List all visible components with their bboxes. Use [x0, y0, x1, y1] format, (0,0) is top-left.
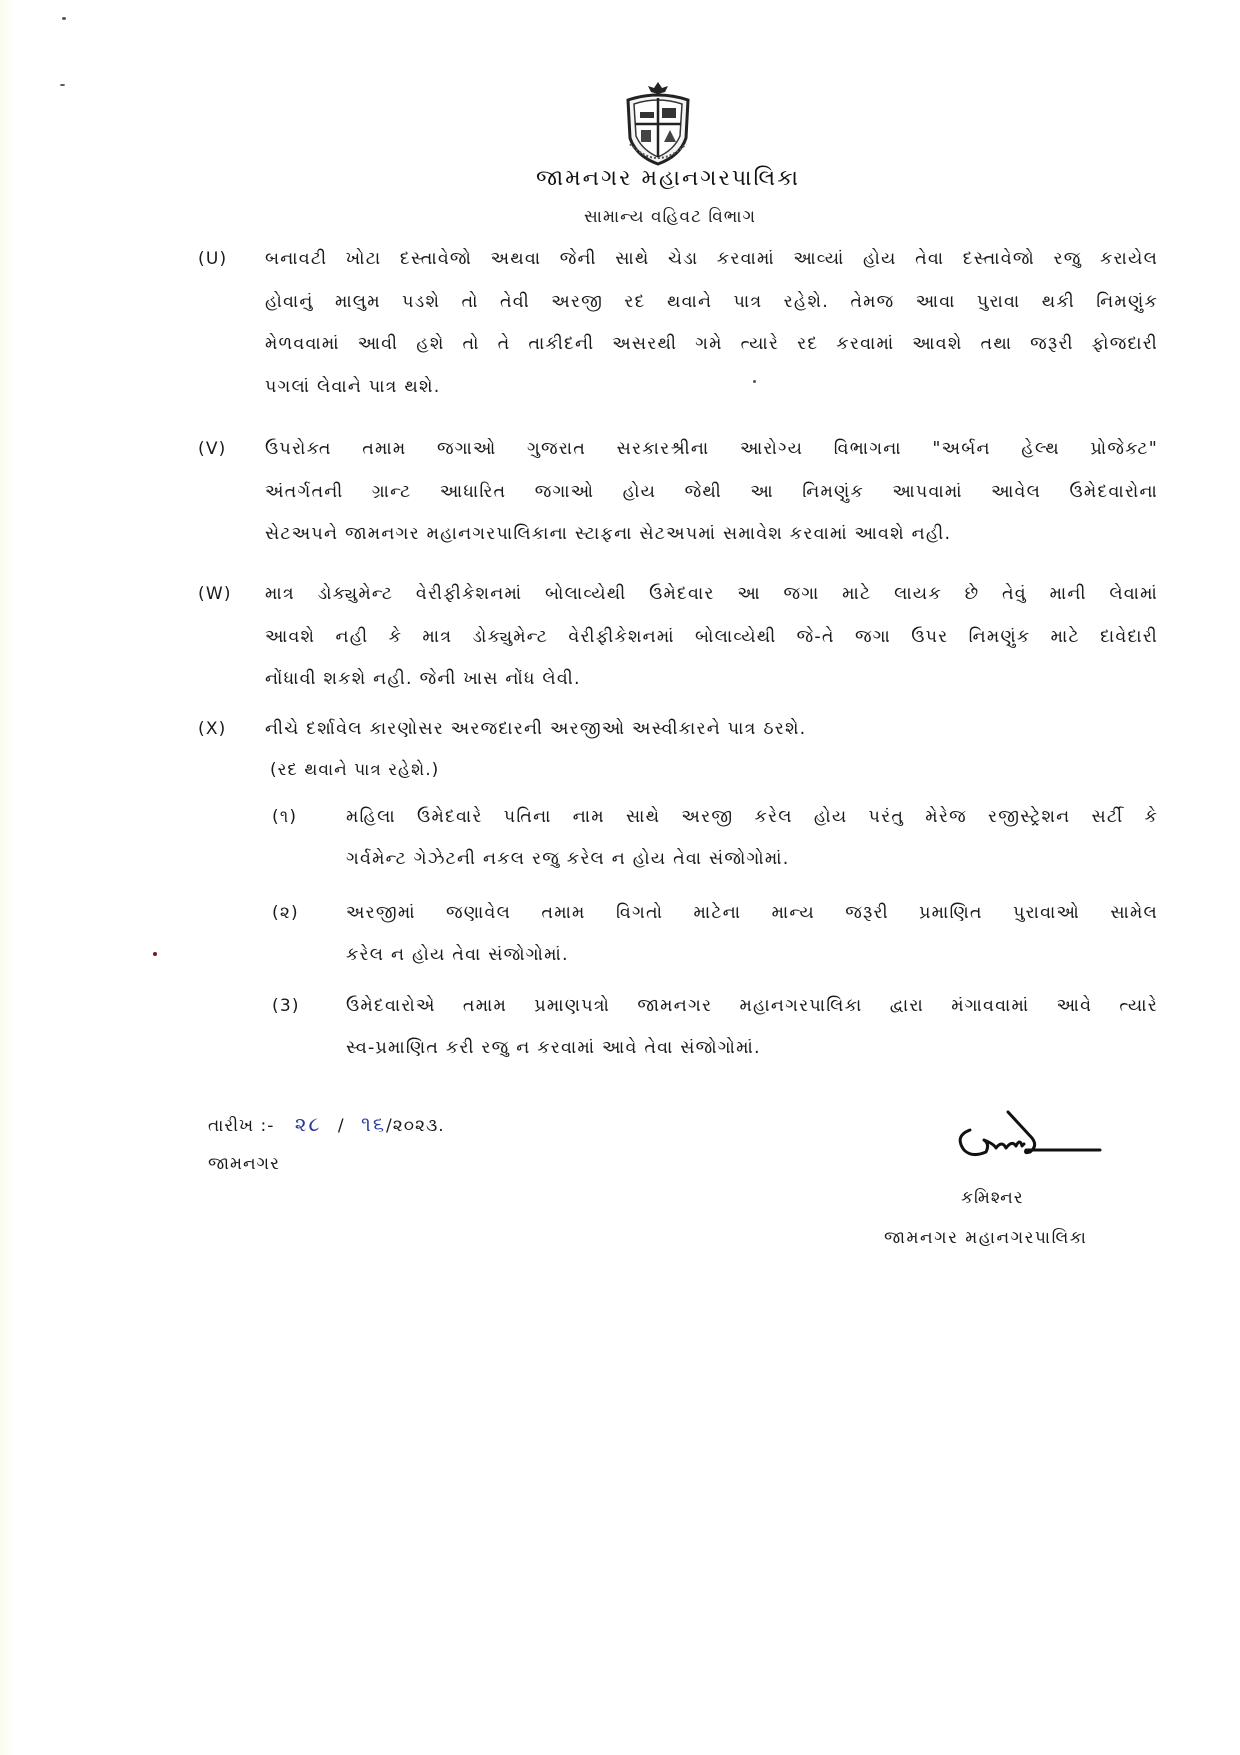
clause-x — [198, 708, 1158, 751]
subclause-1 — [272, 796, 1158, 880]
clause-body — [265, 428, 1158, 556]
subclause-marker: (૨) — [272, 903, 299, 923]
municipal-emblem-icon — [620, 80, 696, 168]
scan-speck — [60, 84, 65, 86]
date-day: ૨૮ — [294, 1112, 322, 1136]
clause-line: માત્ર ડોક્યુમેન્ટ વેરીફીકેશનમાં બોલાવ્યેથી ઉમેદવાર આ જગા માટે લાયક છે તેવું માની લેવામાં — [265, 584, 1158, 604]
clause-line: નીચે દર્શાવેલ કારણોસર અરજદારની અરજીઓ અસ્વીકારને પાત્ર ઠરશે. — [265, 719, 807, 739]
signature-icon — [950, 1100, 1110, 1170]
clause-line: અંતર્ગતની ગ્રાન્ટ આધારિત જગાઓ હોય જેથી આ નિમણુંક આપવામાં આવેલ ઉમેદવારોના — [265, 481, 1158, 502]
subclause-body — [346, 985, 1158, 1069]
scan-speck — [153, 952, 157, 956]
clause-line: મેળવવામાં આવી હશે તો તે તાકીદની અસરથી ગમે ત્યારે રદ કરવામાં આવશે તથા જરૂરી ફોજદારી — [265, 334, 1158, 354]
subclause-3 — [272, 985, 1158, 1069]
clause-marker: (V) — [198, 439, 227, 459]
subclause-line: સ્વ-પ્રમાણિત કરી રજુ ન કરવામાં આવે તેવા સંજોગોમાં. — [346, 1038, 761, 1058]
place: જામનગર — [208, 1154, 280, 1174]
clause-body — [265, 708, 1158, 751]
subclause-marker: (3) — [272, 996, 300, 1016]
subclause-2 — [272, 892, 1158, 976]
date-month: ૧૬ — [361, 1112, 387, 1136]
clause-marker: (W) — [198, 584, 232, 604]
department-title: સામાન્ય વહિવટ વિભાગ — [584, 207, 756, 227]
scan-speck — [753, 380, 756, 383]
clause-v — [198, 428, 1158, 556]
subclause-marker: (૧) — [272, 807, 298, 827]
clause-line: આવશે નહી કે માત્ર ડોક્યુમેન્ટ વેરીફીકેશનમાં બોલાવ્યેથી જે-તે જગા ઉપર નિમણુંક માટે દાવેદારી — [265, 626, 1158, 647]
subclause-line: કરેલ ન હોય તેવા સંજોગોમાં. — [346, 945, 569, 965]
date-separator: / — [337, 1116, 345, 1136]
clause-line: પગલાં લેવાને પાત્ર થશે. — [265, 376, 441, 397]
subclause-line: ગર્વમેન્ટ ગેઝેટની નકલ રજુ કરેલ ન હોય તેવા સંજોગોમાં. — [346, 849, 790, 869]
date-year: /૨૦૨૩. — [386, 1116, 445, 1136]
scan-speck — [62, 17, 66, 20]
subclause-line: ઉમેદવારોએ તમામ પ્રમાણપત્રો જામનગર મહાનગરપાલિકા દ્વારા મંગાવવામાં આવે ત્યારે — [346, 996, 1158, 1016]
clause-marker: (X) — [198, 719, 227, 739]
clause-marker: (U) — [198, 249, 228, 269]
clause-line: ઉપરોક્ત તમામ જગાઓ ગુજરાત સરકારશ્રીના આરોગ્ય વિભાગના "અર્બન હેલ્થ પ્રોજેક્ટ" — [265, 439, 1158, 459]
signatory-organization: જામનગર મહાનગરપાલિકા — [884, 1228, 1088, 1248]
clause-line: હોવાનું માલુમ પડશે તો તેવી અરજી રદ થવાને પાત્ર રહેશે. તેમજ આવા પુરાવા થકી નિમણુંક — [265, 291, 1158, 312]
subclause-line: મહિલા ઉમેદવારે પતિના નામ સાથે અરજી કરેલ હોય પરંતુ મેરેજ રજીસ્ટ્રેશન સર્ટી કે — [346, 807, 1158, 827]
clause-x-note: (રદ થવાને પાત્ર રહેશે.) — [270, 760, 440, 780]
clause-body — [265, 573, 1158, 701]
date-label: તારીખ :- — [208, 1116, 275, 1136]
clause-w — [198, 573, 1158, 701]
organization-title: જામનગર મહાનગરપાલિકા — [535, 166, 801, 191]
subclause-body — [346, 796, 1158, 880]
clause-line: નોંધાવી શકશે નહી. જેની ખાસ નોંધ લેવી. — [265, 669, 581, 689]
date-line — [208, 1112, 445, 1136]
subclause-line: અરજીમાં જણાવેલ તમામ વિગતો માટેના માન્ય જરૂરી પ્રમાણિત પુરાવાઓ સામેલ — [346, 903, 1158, 923]
clause-line: બનાવટી ખોટા દસ્તાવેજો અથવા જેની સાથે ચેડા કરવામાં આવ્યાં હોય તેવા દસ્તાવેજો રજુ કરાયેલ — [265, 249, 1158, 269]
clause-body — [265, 238, 1158, 408]
signatory-title: કમિશ્નર — [961, 1188, 1024, 1208]
clause-line: સેટઅપને જામનગર મહાનગરપાલિકાના સ્ટાફના સેટઅપમાં સમાવેશ કરવામાં આવશે નહી. — [265, 524, 952, 544]
clause-u — [198, 238, 1158, 408]
subclause-body — [346, 892, 1158, 976]
